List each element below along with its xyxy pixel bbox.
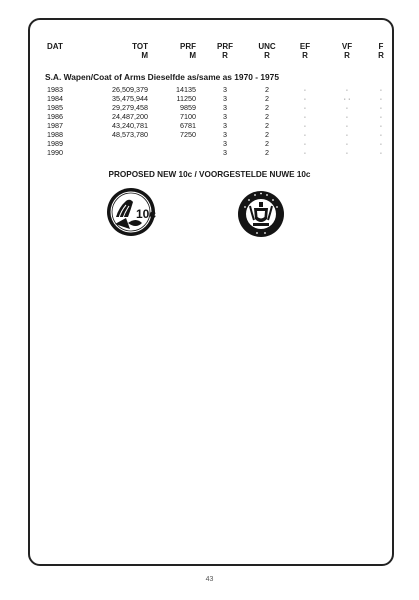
f-cell: · <box>379 130 383 139</box>
year-cell: 1988 <box>47 130 63 139</box>
table-row <box>0 95 419 103</box>
f-cell: · <box>379 148 383 157</box>
prf-r-cell: 3 <box>223 148 227 157</box>
tot-cell: 24,487,200 <box>112 112 148 121</box>
vf-cell: · <box>345 139 349 148</box>
prf-r-cell: 3 <box>223 121 227 130</box>
ef-cell: · <box>303 121 307 130</box>
ef-cell: · <box>303 112 307 121</box>
unc-cell: 2 <box>265 130 269 139</box>
ef-cell: · <box>303 130 307 139</box>
year-cell: 1985 <box>47 103 63 112</box>
table-row <box>0 122 419 130</box>
prf-r-cell: 3 <box>223 139 227 148</box>
ef-cell: · <box>303 139 307 148</box>
table-row <box>0 113 419 121</box>
header-unc: UNC R <box>258 42 276 60</box>
f-cell: · <box>379 139 383 148</box>
year-cell: 1986 <box>47 112 63 121</box>
unc-cell: 2 <box>265 139 269 148</box>
vf-cell: · <box>345 121 349 130</box>
tot-cell: 29,279,458 <box>112 103 148 112</box>
vf-cell: · <box>345 148 349 157</box>
unc-cell: 2 <box>265 112 269 121</box>
table-row <box>0 140 419 148</box>
vf-cell: · <box>345 112 349 121</box>
unc-cell: 2 <box>265 103 269 112</box>
prf-m-cell: 6781 <box>180 121 196 130</box>
prf-r-cell: 3 <box>223 130 227 139</box>
year-cell: 1989 <box>47 139 63 148</box>
unc-cell: 2 <box>265 121 269 130</box>
prf-m-cell: 7100 <box>180 112 196 121</box>
proposed-coin-heading: PROPOSED NEW 10c / VOORGESTELDE NUWE 10c <box>108 170 311 179</box>
prf-m-cell: 11250 <box>176 94 196 103</box>
year-cell: 1987 <box>47 121 63 130</box>
page-number: 43 <box>205 576 214 583</box>
coat-of-arms-coin-icon <box>237 190 285 238</box>
prf-r-cell: 3 <box>223 112 227 121</box>
prf-m-cell: 9859 <box>180 103 196 112</box>
vf-cell: · <box>345 103 349 112</box>
coin-obverse-image <box>106 187 156 237</box>
year-cell: 1984 <box>47 94 63 103</box>
header-prf-m: PRF M <box>180 42 196 60</box>
ef-cell: · <box>303 103 307 112</box>
tot-cell: 43,240,781 <box>112 121 148 130</box>
tot-cell: 26,509,379 <box>112 85 148 94</box>
table-row <box>0 86 419 94</box>
year-cell: 1990 <box>47 148 63 157</box>
header-dat: DAT <box>47 42 63 51</box>
coin-reverse-image <box>237 190 285 238</box>
vf-cell: · <box>345 130 349 139</box>
header-tot: TOT M <box>132 42 148 60</box>
f-cell: · <box>379 85 383 94</box>
table-row <box>0 131 419 139</box>
prf-r-cell: 3 <box>223 103 227 112</box>
prf-r-cell: 3 <box>223 94 227 103</box>
prf-m-cell: 7250 <box>180 130 196 139</box>
protea-coin-icon <box>106 187 156 237</box>
f-cell: · <box>379 121 383 130</box>
prf-r-cell: 3 <box>223 85 227 94</box>
unc-cell: 2 <box>265 85 269 94</box>
tot-cell: 48,573,780 <box>112 130 148 139</box>
svg-text:10c: 10c <box>136 207 156 221</box>
ef-cell: · <box>303 94 307 103</box>
vf-cell: · <box>345 85 349 94</box>
vf-cell: · · <box>343 94 351 103</box>
unc-cell: 2 <box>265 94 269 103</box>
ef-cell: · <box>303 148 307 157</box>
header-ef: EF R <box>299 42 311 60</box>
unc-cell: 2 <box>265 148 269 157</box>
coat-of-arms-subtitle: S.A. Wapen/Coat of Arms Dieselfde as/same as 1970 - 1975 <box>45 72 279 82</box>
f-cell: · <box>379 94 383 103</box>
tot-cell: 35,475,944 <box>112 94 148 103</box>
prf-m-cell: 14135 <box>176 85 196 94</box>
ef-cell: · <box>303 85 307 94</box>
year-cell: 1983 <box>47 85 63 94</box>
table-row <box>0 104 419 112</box>
header-vf: VF R <box>341 42 353 60</box>
header-prf-r: PRF R <box>217 42 233 60</box>
header-f: F R <box>378 42 384 60</box>
table-row <box>0 149 419 157</box>
f-cell: · <box>379 112 383 121</box>
f-cell: · <box>379 103 383 112</box>
